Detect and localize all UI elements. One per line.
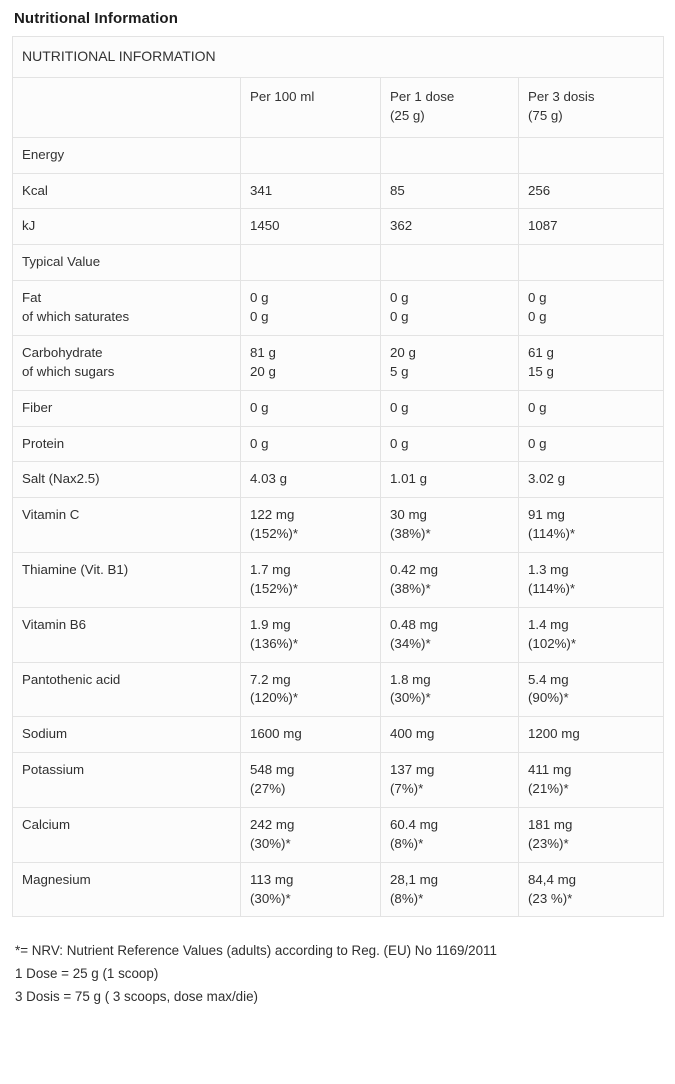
text-line: 20 g bbox=[250, 363, 276, 379]
row-label: Salt (Nax2.5) bbox=[13, 462, 241, 498]
column-header-per-3-dosis bbox=[519, 77, 664, 137]
row-label: kJ bbox=[13, 209, 241, 245]
text-line: 0.42 mg bbox=[390, 562, 439, 577]
row-value-per-3-dosis bbox=[519, 245, 664, 281]
row-value-per-1-dose bbox=[381, 281, 519, 336]
text-line: 7.2 mg bbox=[250, 671, 291, 687]
table-row bbox=[13, 553, 664, 608]
row-value-per-3-dosis bbox=[519, 498, 664, 553]
row-value-per-3-dosis bbox=[519, 607, 664, 662]
row-value-per-100ml bbox=[241, 553, 381, 608]
row-value-per-3-dosis: 3.02 g bbox=[519, 462, 664, 498]
row-label: Energy bbox=[13, 137, 241, 173]
text-line: Fat bbox=[22, 290, 42, 306]
text-line: 81 g bbox=[250, 344, 276, 360]
text-line: 411 mg bbox=[528, 762, 572, 778]
text-line: (152%)* bbox=[250, 526, 299, 542]
text-line: 61 g bbox=[528, 344, 554, 360]
row-label: Kcal bbox=[13, 173, 241, 209]
text-line: Carbohydrate bbox=[22, 344, 103, 360]
text-line: 122 mg bbox=[250, 507, 295, 523]
row-value-per-3-dosis bbox=[519, 553, 664, 608]
text-line: 1.9 mg bbox=[250, 616, 291, 632]
table-row bbox=[13, 498, 664, 553]
row-value-per-100ml: 1450 bbox=[241, 209, 381, 245]
row-value-per-3-dosis bbox=[519, 753, 664, 808]
row-label bbox=[13, 281, 241, 336]
text-line: 5.4 mg bbox=[528, 671, 569, 687]
text-line: 91 mg bbox=[528, 507, 565, 523]
table-row bbox=[13, 335, 664, 390]
table-row bbox=[13, 426, 664, 462]
footnotes bbox=[15, 939, 663, 1008]
text-line: 113 mg bbox=[250, 871, 294, 887]
row-value-per-3-dosis: 0 g bbox=[519, 390, 664, 426]
row-label: Thiamine (Vit. B1) bbox=[13, 553, 241, 608]
row-value-per-1-dose bbox=[381, 862, 519, 917]
text-line: of which sugars bbox=[22, 363, 115, 379]
text-line: (152%)* bbox=[250, 580, 299, 596]
row-value-per-100ml: 1600 mg bbox=[241, 717, 381, 753]
text-line: (30%)* bbox=[250, 835, 291, 851]
row-value-per-100ml bbox=[241, 498, 381, 553]
row-label: Vitamin C bbox=[13, 498, 241, 553]
text-line: 1.4 mg bbox=[528, 616, 569, 632]
text-line: 0 g bbox=[390, 309, 409, 324]
row-value-per-1-dose: 85 bbox=[381, 173, 519, 209]
row-value-per-1-dose bbox=[381, 245, 519, 281]
text-line: 0 g bbox=[390, 290, 409, 306]
table-caption: NUTRITIONAL INFORMATION bbox=[13, 37, 664, 78]
text-line: (75 g) bbox=[528, 107, 563, 123]
text-line: (114%)* bbox=[528, 526, 576, 542]
text-line: 28,1 mg bbox=[390, 871, 439, 887]
row-label: Pantothenic acid bbox=[13, 662, 241, 717]
row-value-per-3-dosis bbox=[519, 281, 664, 336]
footnote-three-dosis: 3 Dosis = 75 g ( 3 scoops, dose max/die) bbox=[15, 989, 259, 1005]
row-value-per-1-dose: 362 bbox=[381, 209, 519, 245]
table-row bbox=[13, 209, 664, 245]
row-value-per-100ml bbox=[241, 807, 381, 862]
text-line: (136%)* bbox=[250, 635, 299, 651]
text-line: (23 %)* bbox=[528, 890, 573, 906]
row-value-per-1-dose bbox=[381, 498, 519, 553]
text-line: (8%)* bbox=[390, 890, 424, 906]
text-line: (25 g) bbox=[390, 107, 425, 123]
row-value-per-3-dosis bbox=[519, 807, 664, 862]
text-line: 137 mg bbox=[390, 762, 435, 778]
text-line: (102%)* bbox=[528, 635, 577, 651]
row-value-per-100ml: 0 g bbox=[241, 426, 381, 462]
table-row bbox=[13, 662, 664, 717]
row-value-per-100ml bbox=[241, 137, 381, 173]
text-line: 30 mg bbox=[390, 507, 427, 523]
table-row bbox=[13, 245, 664, 281]
row-value-per-100ml bbox=[241, 607, 381, 662]
text-line: (8%)* bbox=[390, 835, 424, 851]
nutrition-table-body bbox=[13, 37, 664, 917]
row-value-per-3-dosis: 1087 bbox=[519, 209, 664, 245]
text-line: (34%)* bbox=[390, 635, 431, 651]
row-value-per-3-dosis bbox=[519, 335, 664, 390]
row-value-per-100ml bbox=[241, 862, 381, 917]
row-value-per-100ml: 4.03 g bbox=[241, 462, 381, 498]
row-label: Calcium bbox=[13, 807, 241, 862]
text-line: 181 mg bbox=[528, 816, 573, 832]
text-line: 0 g bbox=[250, 309, 269, 324]
text-line: of which saturates bbox=[22, 309, 130, 324]
row-value-per-1-dose: 400 mg bbox=[381, 717, 519, 753]
table-row bbox=[13, 281, 664, 336]
table-header-row bbox=[13, 77, 664, 137]
footnote-nrv: *= NRV: Nutrient Reference Values (adults) according to Reg. (EU) No 1169/2011 bbox=[15, 943, 497, 959]
text-line: 1.3 mg bbox=[528, 562, 569, 577]
page-title: Nutritional Information bbox=[14, 10, 178, 27]
row-value-per-3-dosis bbox=[519, 137, 664, 173]
nutrition-table bbox=[12, 36, 664, 917]
row-label bbox=[13, 335, 241, 390]
text-line: (7%)* bbox=[390, 781, 424, 796]
row-value-per-1-dose bbox=[381, 553, 519, 608]
row-value-per-3-dosis bbox=[519, 662, 664, 717]
table-row bbox=[13, 807, 664, 862]
text-line: (114%)* bbox=[528, 580, 576, 596]
row-value-per-100ml bbox=[241, 662, 381, 717]
text-line: (23%)* bbox=[528, 835, 569, 851]
table-row bbox=[13, 862, 664, 917]
text-line: (38%)* bbox=[390, 526, 431, 542]
text-line: (21%)* bbox=[528, 781, 569, 796]
text-line: 0 g bbox=[250, 290, 269, 306]
row-value-per-3-dosis: 256 bbox=[519, 173, 664, 209]
table-caption-row bbox=[13, 37, 664, 78]
column-header-per-1-dose bbox=[381, 77, 519, 137]
row-value-per-1-dose bbox=[381, 137, 519, 173]
row-value-per-1-dose bbox=[381, 662, 519, 717]
text-line: 5 g bbox=[390, 363, 409, 379]
row-value-per-3-dosis bbox=[519, 862, 664, 917]
row-value-per-3-dosis: 1200 mg bbox=[519, 717, 664, 753]
row-value-per-1-dose: 1.01 g bbox=[381, 462, 519, 498]
text-line: 1.8 mg bbox=[390, 671, 431, 687]
text-line: 1.7 mg bbox=[250, 562, 291, 577]
text-line: (120%)* bbox=[250, 690, 299, 706]
row-label: Typical Value bbox=[13, 245, 241, 281]
row-value-per-1-dose bbox=[381, 607, 519, 662]
text-line: (30%)* bbox=[390, 690, 431, 706]
row-value-per-100ml: 341 bbox=[241, 173, 381, 209]
row-label: Potassium bbox=[13, 753, 241, 808]
table-row bbox=[13, 717, 664, 753]
row-value-per-1-dose bbox=[381, 753, 519, 808]
table-row bbox=[13, 607, 664, 662]
column-header-label bbox=[13, 77, 241, 137]
row-value-per-1-dose: 0 g bbox=[381, 390, 519, 426]
row-value-per-100ml bbox=[241, 245, 381, 281]
text-line: 0.48 mg bbox=[390, 616, 439, 632]
text-line: 20 g bbox=[390, 344, 416, 360]
text-line: 242 mg bbox=[250, 816, 295, 832]
row-value-per-1-dose bbox=[381, 335, 519, 390]
text-line: (90%)* bbox=[528, 690, 569, 706]
text-line: 0 g bbox=[528, 309, 547, 324]
row-value-per-100ml bbox=[241, 281, 381, 336]
column-header-per-100ml: Per 100 ml bbox=[241, 77, 381, 137]
row-label: Protein bbox=[13, 426, 241, 462]
row-value-per-100ml: 0 g bbox=[241, 390, 381, 426]
table-row bbox=[13, 753, 664, 808]
table-row bbox=[13, 173, 664, 209]
text-line: (30%)* bbox=[250, 890, 291, 906]
row-value-per-1-dose bbox=[381, 807, 519, 862]
row-label: Fiber bbox=[13, 390, 241, 426]
text-line: 84,4 mg bbox=[528, 871, 577, 887]
row-value-per-3-dosis: 0 g bbox=[519, 426, 664, 462]
row-value-per-100ml bbox=[241, 335, 381, 390]
text-line: Per 1 dose bbox=[390, 88, 455, 104]
text-line: 15 g bbox=[528, 363, 554, 379]
table-row bbox=[13, 462, 664, 498]
text-line: (38%)* bbox=[390, 580, 431, 596]
row-label: Magnesium bbox=[13, 862, 241, 917]
row-label: Sodium bbox=[13, 717, 241, 753]
text-line: 0 g bbox=[528, 290, 547, 306]
row-label: Vitamin B6 bbox=[13, 607, 241, 662]
row-value-per-1-dose: 0 g bbox=[381, 426, 519, 462]
table-row bbox=[13, 390, 664, 426]
text-line: Per 3 dosis bbox=[528, 88, 595, 104]
text-line: 60.4 mg bbox=[390, 816, 439, 832]
text-line: 548 mg bbox=[250, 762, 295, 778]
row-value-per-100ml bbox=[241, 753, 381, 808]
footnote-one-dose: 1 Dose = 25 g (1 scoop) bbox=[15, 966, 159, 982]
table-row bbox=[13, 137, 664, 173]
text-line: (27%) bbox=[250, 781, 286, 796]
